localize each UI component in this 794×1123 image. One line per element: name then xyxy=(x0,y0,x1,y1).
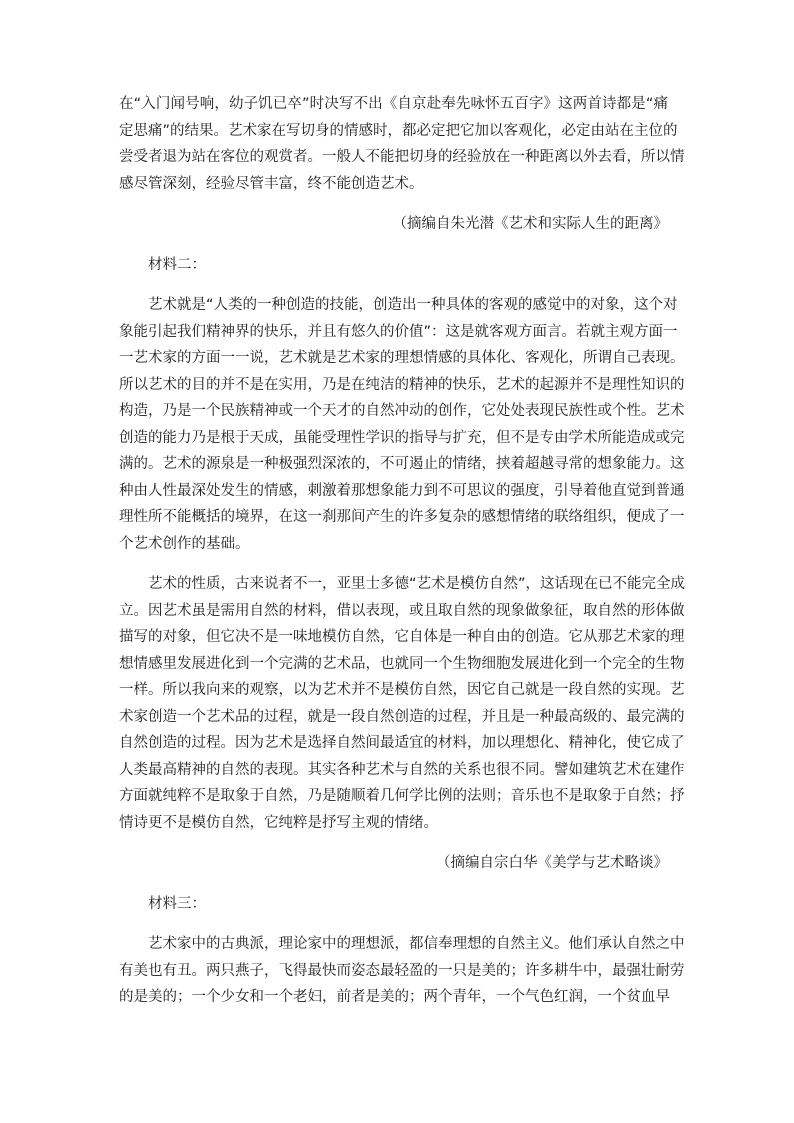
text-line: 术家创造一个艺术品的过程，就是一段自然创造的过程，并且是一种最高级的、最完满的 xyxy=(119,708,685,725)
material-two-paragraph-one xyxy=(119,292,685,557)
text-line: 一艺术家的方面一一说，艺术就是艺术家的理想情感的具体化、客观化，所谓自己表现。 xyxy=(119,350,685,366)
text-line: 人类最高精神的自然的表现。其实各种艺术与自然的关系也很不同。譬如建筑艺术在建作 xyxy=(119,761,685,778)
text-line: 个艺术创作的基础。 xyxy=(119,535,250,552)
source-citation: （摘编自宗白华《美学与艺术略谈》 xyxy=(436,855,668,871)
intro-paragraph xyxy=(119,91,685,197)
text-line: 种由人性最深处发生的情感，刺激着那想象能力到不可思议的强度，引导着他直觉到普通 xyxy=(119,482,685,499)
material-two-paragraph-two xyxy=(119,571,686,836)
text-line: 一样。所以我向来的观察，以为艺术并不是模仿自然，因它自己就是一段自然的实现。艺 xyxy=(119,682,685,698)
text-line: 方面就纯粹不是取象于自然，乃是随顺着几何学比例的法则；音乐也不是取象于自然；抒 xyxy=(119,788,685,804)
text-line: 象能引起我们精神界的快乐，并且有悠久的价值”：这是就客观方面言。若就主观方面一 xyxy=(119,323,678,340)
text-line: 立。因艺术虽是需用自然的材料，借以表现，或且取自然的现象做象征，取自然的形体做 xyxy=(119,602,685,619)
text-line: 尝受者退为站在客位的观赏者。一般人不能把切身的经验放在一种距离以外去看，所以情 xyxy=(119,149,685,165)
text-line: 的是美的；一个少女和一个老妇，前者是美的；两个青年，一个气色红润，一个贫血早 xyxy=(119,989,670,1005)
section-heading: 材料三： xyxy=(148,895,206,912)
section-heading: 材料二： xyxy=(148,256,206,273)
text-line: 定思痛”的结果。艺术家在写切身的情感时，都必定把它加以客观化，必定由站在主位的 xyxy=(119,122,678,139)
text-line: 感尽管深刻，经验尽管丰富，终不能创造艺术。 xyxy=(119,175,424,192)
text-line: 满的。艺术的源泉是一种极强烈深浓的，不可遏止的情绪，挟着超越寻常的想象能力。这 xyxy=(119,456,685,472)
text-line: 艺术就是“人类的一种创造的技能，创造出一种具体的客观的感觉中的对象，这个对 xyxy=(148,297,678,313)
text-line: 自然创造的过程。因为艺术是选择自然间最适宜的材料，加以理想化、精神化，使它成了 xyxy=(119,735,685,751)
text-line: 想情感里发展进化到一个完满的艺术品，也就同一个生物细胞发展进化到一个完全的生物 xyxy=(119,655,685,672)
text-line: 所以艺术的目的并不是在实用，乃是在纯洁的精神的快乐，艺术的起源并不是理性知识的 xyxy=(119,376,685,393)
text-line: 情诗更不是模仿自然，它纯粹是抒写主观的情绪。 xyxy=(119,814,438,831)
text-line: 艺术的性质，古来说者不一，亚里士多德“艺术是模仿自然”，这话现在已不能完全成 xyxy=(148,576,686,592)
text-line: 有美也有丑。两只燕子，飞得最快而姿态最轻盈的一只是美的；许多耕牛中，最强壮耐劳 xyxy=(119,962,685,979)
text-line: 描写的对象，但它决不是一味地模仿自然，它自体是一种自由的创造。它从那艺术家的理 xyxy=(119,629,685,645)
document-page xyxy=(119,91,686,1011)
text-line: 创造的能力乃是根于天成，虽能受理性学识的指导与扩充，但不是专由学术所能造成或完 xyxy=(119,429,685,446)
text-line: 构造，乃是一个民族精神或一个天才的自然冲动的创作，它处处表现民族性或个性。艺术 xyxy=(119,403,685,419)
material-three-paragraph-one xyxy=(119,931,685,1011)
text-line: 理性所不能概括的境界，在这一刹那间产生的许多复杂的感想情绪的联络组织，便成了一 xyxy=(119,509,685,525)
text-line: 在“入门闻号响，幼子饥已卒”时决写不出《自京赴奉先咏怀五百字》这两首诗都是“痛 xyxy=(119,96,668,112)
text-line: 艺术家中的古典派，理论家中的理想派，都信奉理想的自然主义。他们承认自然之中 xyxy=(148,936,685,952)
source-citation: （摘编自朱光潜《艺术和实际人生的距离》 xyxy=(392,216,668,232)
